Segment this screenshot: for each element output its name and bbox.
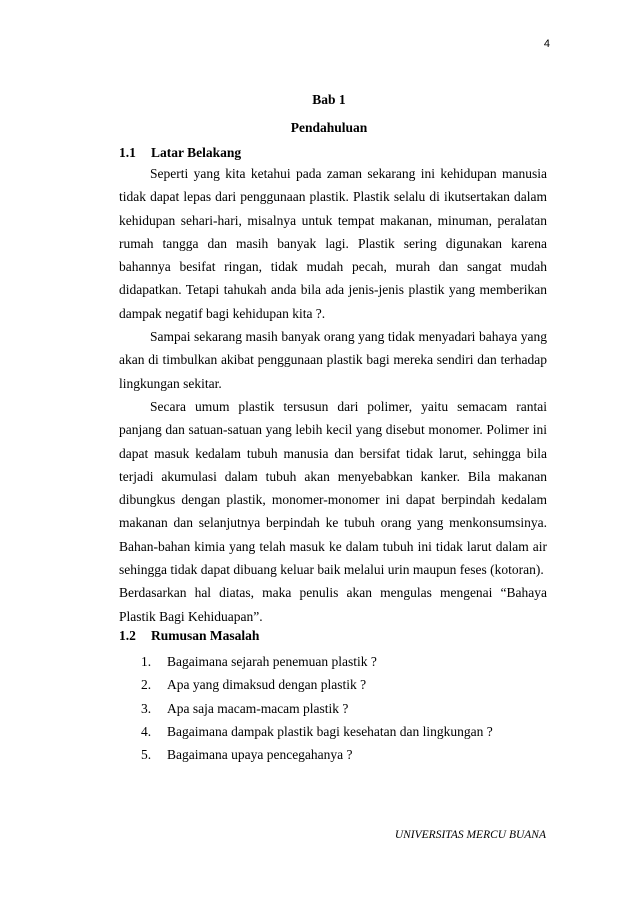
list-item [119,650,547,673]
section-number: 1.1 [119,145,136,160]
list-item-text: Bagaimana upaya pencegahanya ? [167,747,353,763]
section-heading-latar-belakang [119,145,241,161]
list-item-text: Apa saja macam-macam plastik ? [167,700,349,716]
footer-institution: UNIVERSITAS MERCU BUANA [394,829,546,841]
paragraph: Secara umum plastik tersusun dari polimer, yaitu semacam rantai panjang dan satuan-satuan yang lebih kecil yang disebut monomer. Polimer ini dapat masuk kedalam tubuh manusia dan bersifat tidak larut, sehingga bila terjadi akumulasi dalam tubuh akan menyebabkan kanker. Bila makanan dibungkus dengan plastik, monomer-monomer ini dapat berpindah kedalam makanan dan selanjutnya berpindah ke tubuh orang yang menkonsumsinya. Bahan-bahan kimia yang telah masuk ke dalam tubuh ini tidak larut dalam air sehingga tidak dapat dibuang keluar baik melalui urin maupun feses (kotoran). [119,398,547,578]
rumusan-masalah-list [119,650,547,766]
list-item [119,673,547,696]
list-item-text: Bagaimana sejarah penemuan plastik ? [167,654,377,669]
paragraph: Berdasarkan hal diatas, maka penulis akan mengulas mengenai “Bahaya Plastik Bagi Kehiduapan”. [119,585,547,624]
section-number: 1.2 [119,628,136,643]
paragraph: Seperti yang kita ketahui pada zaman sekarang ini kehidupan manusia tidak dapat lepas dari penggunaan plastik. Plastik selalu di ikutsertakan dalam kehidupan sehari-hari, misalnya untuk tempat makanan, minuman, peralatan rumah tangga dan masih banyak lagi. Plastik sering digunakan karena bahannya besifat ringan, tidak mudah pecah, murah dan sangat mudah didapatkan. Tetapi tahukah anda bila ada jenis-jenis plastik yang memberikan dampak negatif bagi kehidupan kita ?. [119,166,547,321]
list-item-number: 1. [141,654,152,669]
list-item-number: 3. [141,700,152,716]
page-number: 4 [543,38,550,50]
section-title: Latar Belakang [151,145,242,160]
list-item-number: 5. [141,747,152,763]
section-heading-rumusan-masalah [119,628,259,644]
list-item-number: 2. [141,677,152,693]
list-item [119,697,547,720]
chapter-title: Pendahuluan [290,120,368,135]
paragraph: Sampai sekarang masih banyak orang yang tidak menyadari bahaya yang akan di timbulkan akibat penggunaan plastik bagi mereka sendiri dan terhadap lingkungan sekitar. [119,329,547,391]
list-item-number: 4. [141,723,152,739]
list-item [119,743,547,766]
list-item [119,720,547,743]
list-item-text: Apa yang dimaksud dengan plastik ? [167,677,367,693]
list-item-text: Bagaimana dampak plastik bagi kesehatan dan lingkungan ? [167,723,493,739]
section-title: Rumusan Masalah [151,628,260,643]
chapter-number: Bab 1 [312,92,346,107]
latar-belakang-body [119,162,547,628]
